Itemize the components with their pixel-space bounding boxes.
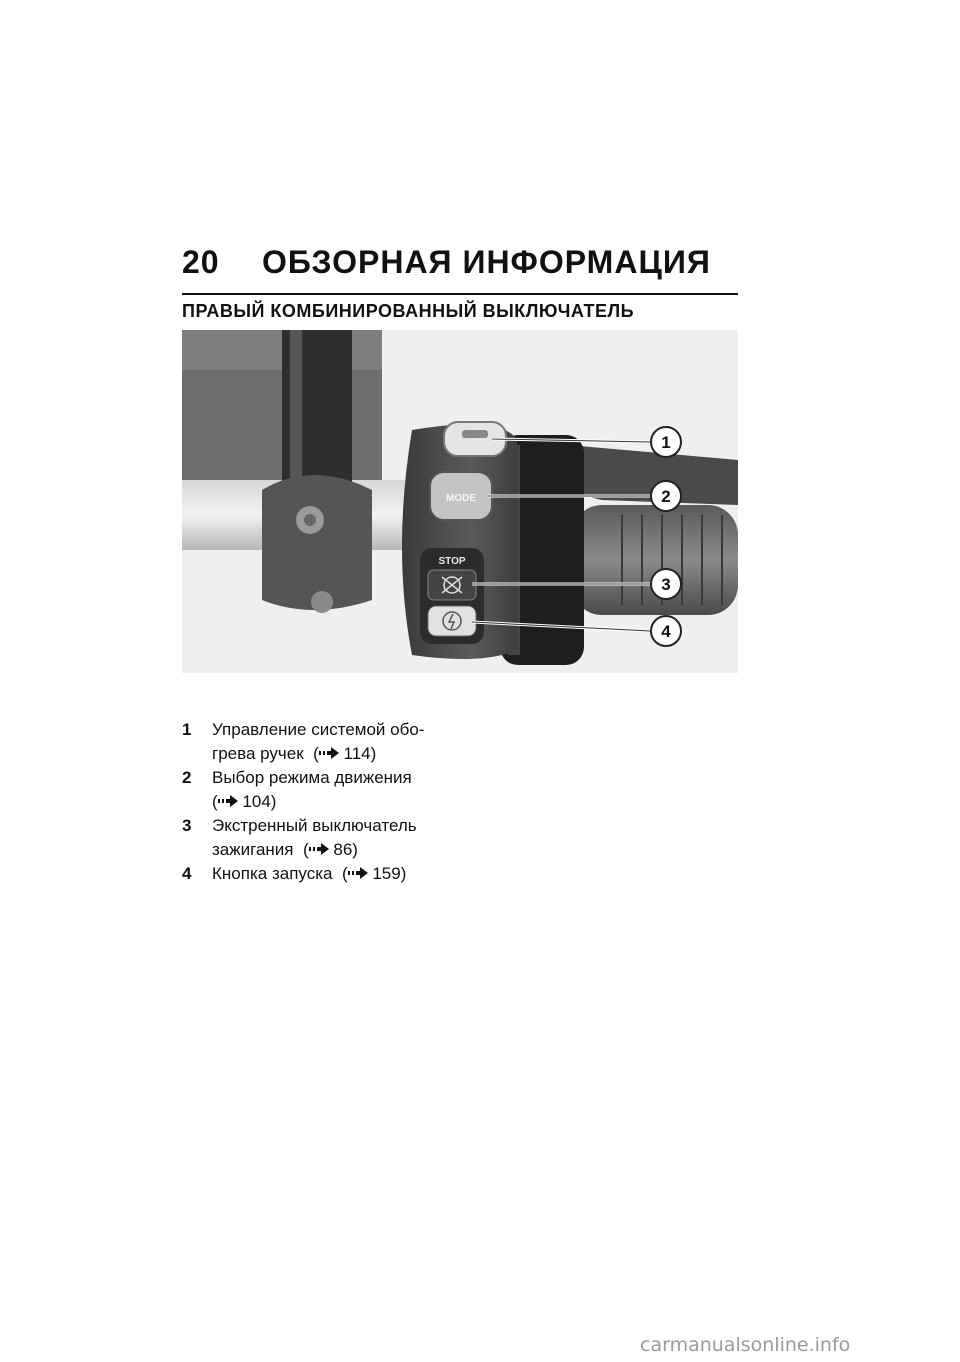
legend-number: 3 — [182, 816, 192, 835]
legend-item-4: 4 Кнопка запуска ( 159) — [182, 862, 472, 886]
reference-page[interactable]: 159) — [372, 864, 407, 883]
page-reference-arrow-icon — [319, 747, 339, 759]
handlebar-switch-photo — [182, 330, 738, 673]
page-reference-arrow-icon — [309, 843, 329, 855]
legend-text-cont: грева ручек — [212, 744, 304, 763]
legend-item-1: 1 Управление системой обо- грева ручек ( 114) — [182, 720, 425, 763]
reference-page[interactable]: 104) — [242, 792, 277, 811]
legend-item-3: 3 Экстренный выключатель зажигания ( 86) — [182, 816, 417, 859]
legend-text: Выбор режима движения — [212, 768, 412, 787]
watermark: carmanualsonline.info — [640, 1334, 851, 1356]
page-reference-arrow-icon — [218, 795, 238, 807]
legend-text-cont: зажигания — [212, 840, 294, 859]
reference-page[interactable]: 86) — [333, 840, 358, 859]
page-number: 20 — [182, 244, 220, 280]
page-reference-arrow-icon — [348, 867, 368, 879]
reference-page[interactable]: 114) — [343, 744, 377, 763]
mode-button-label: MODE — [446, 493, 476, 504]
section-title: ПРАВЫЙ КОМБИНИРОВАННЫЙ ВЫКЛЮЧАТЕЛЬ — [182, 301, 635, 321]
legend-text: Экстренный выключатель — [212, 816, 417, 835]
legend-list — [182, 718, 472, 886]
header-rule — [182, 293, 738, 295]
stop-label: STOP — [438, 556, 466, 567]
callout-number-3: 3 — [661, 575, 671, 594]
legend-item-2: 2 Выбор режима движения ( 104) — [182, 768, 412, 811]
callout-number-1: 1 — [661, 433, 671, 452]
legend-text: Кнопка запуска — [212, 864, 333, 883]
legend-text: Управление системой обо- — [212, 720, 425, 739]
legend-number: 4 — [182, 864, 192, 883]
legend-number: 1 — [182, 720, 192, 739]
page-header — [182, 244, 738, 284]
callout-number-2: 2 — [661, 487, 671, 506]
callout-number-4: 4 — [661, 622, 671, 641]
legend-number: 2 — [182, 768, 192, 787]
chapter-title: ОБЗОРНАЯ ИНФОРМАЦИЯ — [262, 244, 711, 280]
